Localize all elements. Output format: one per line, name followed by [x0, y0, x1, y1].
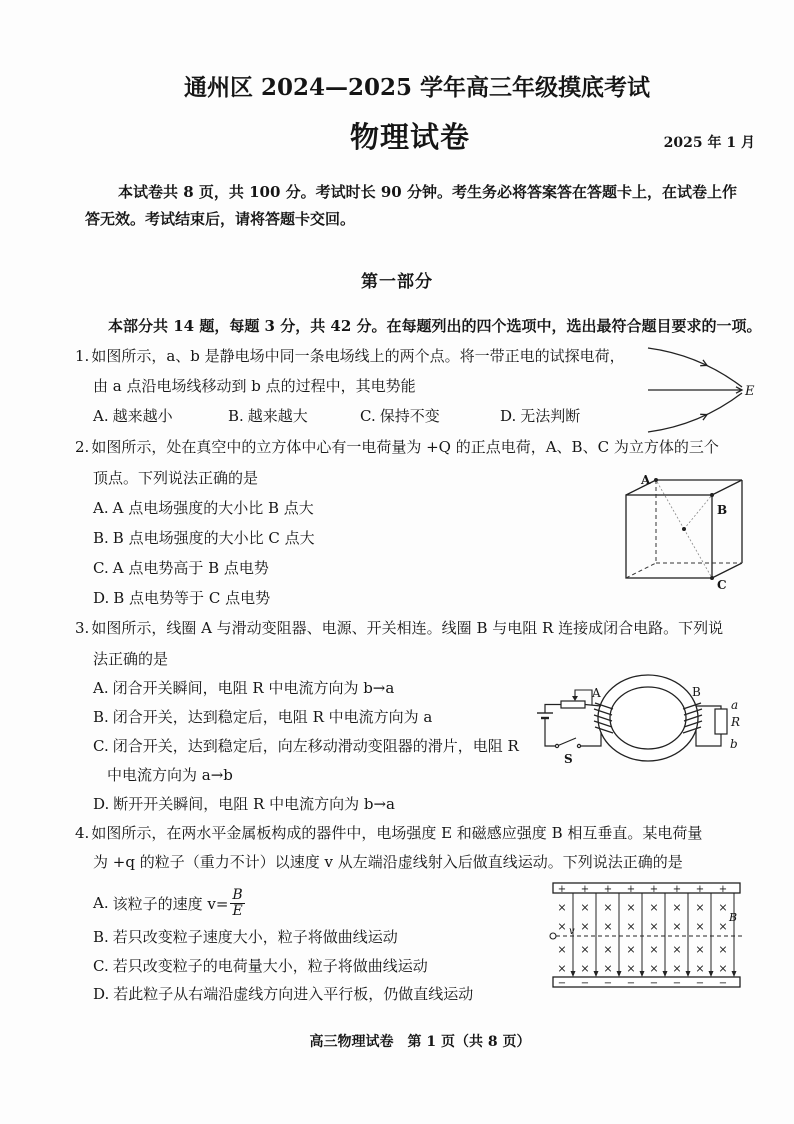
- question-number: 1.: [75, 347, 90, 365]
- center-charge: [682, 527, 686, 531]
- positive-charge-sign: +: [695, 884, 705, 895]
- magnetic-field-mark: ×: [557, 920, 567, 933]
- q1-option-c: [360, 406, 440, 426]
- q3-option-d: [93, 794, 395, 814]
- option-text: 闭合开关，达到稳定后，向左移动滑动变阻器的滑片，电阻 R: [112, 737, 519, 755]
- field-label-e: E: [745, 384, 755, 399]
- q2-option-c: [93, 558, 269, 578]
- terminal-b-label: b: [730, 737, 738, 751]
- vertex-c: [710, 576, 714, 580]
- stem-text: 如图所示，处在真空中的立方体中心有一电荷量为 +Q 的正点电荷，A、B、C 为立方体的三个: [91, 438, 719, 456]
- magnetic-field-mark: ×: [557, 901, 567, 914]
- stem-text: 如图所示，在两水平金属板构成的器件中，电场强度 E 和磁感应强度 B 相互垂直。某电荷量: [91, 824, 703, 842]
- magnetic-field-mark: ×: [603, 901, 613, 914]
- magnetic-field-mark: ×: [672, 943, 682, 956]
- magnetic-field-mark: ×: [603, 943, 613, 956]
- negative-charge-sign: −: [557, 978, 567, 989]
- arrowhead-icon: [709, 971, 714, 977]
- particle-entry-point: [550, 933, 556, 939]
- option-text: 若只改变粒子的电荷量大小，粒子将做曲线运动: [112, 957, 428, 975]
- q4-option-c: [93, 956, 428, 976]
- option-text: A 点电势高于 B 点电势: [112, 559, 269, 577]
- arrowhead-icon: [594, 971, 599, 977]
- q2-cube-figure: [615, 470, 755, 592]
- q1-option-d: [500, 406, 580, 426]
- arrowhead-icon: [732, 971, 737, 977]
- exam-date: 2025 年 1 月: [663, 135, 755, 151]
- vertex-label-c: C: [717, 578, 727, 592]
- q4-option-b: [93, 927, 398, 947]
- q2-option-a: [93, 498, 314, 518]
- question-number: 3.: [75, 619, 90, 637]
- field-line-top: [648, 348, 742, 387]
- option-text: 断开开关瞬间，电阻 R 中电流方向为 b→a: [113, 795, 395, 813]
- magnetic-field-mark: ×: [580, 962, 590, 975]
- terminal-a-label: a: [731, 698, 739, 712]
- magnetic-field-mark: ×: [672, 962, 682, 975]
- magnetic-field-mark: ×: [695, 920, 705, 933]
- stem-text: 如图所示，线圈 A 与滑动变阻器、电源、开关相连。线圈 B 与电阻 R 连接成闭合电路。下列说: [91, 619, 724, 637]
- q1-option-a: [93, 406, 173, 426]
- q1-stem-line-1: [75, 346, 625, 366]
- velocity-label: v: [569, 926, 575, 937]
- iron-ring-inner: [610, 687, 686, 749]
- negative-charge-sign: −: [603, 978, 613, 989]
- q4-velocity-selector-figure: [548, 880, 748, 990]
- instructions-line-1: 本试卷共 8 页，共 100 分。考试时长 90 分钟。考生务必将答案答在答题卡上，在试卷上作: [118, 183, 737, 201]
- option-label: D.: [93, 985, 110, 1003]
- fraction-numerator: B: [232, 886, 243, 903]
- magnetic-field-mark: ×: [649, 920, 659, 933]
- field-line-bottom: [648, 393, 742, 432]
- negative-charge-sign: −: [672, 978, 682, 989]
- option-label: B.: [93, 529, 109, 547]
- q1-electric-field-figure: [630, 340, 760, 435]
- q4-option-a: [93, 886, 245, 920]
- magnetic-field-mark: ×: [557, 943, 567, 956]
- option-text: 闭合开关，达到稳定后，电阻 R 中电流方向为 a: [112, 708, 433, 726]
- velocity-fraction: [230, 888, 244, 919]
- arrowhead-icon: [686, 971, 691, 977]
- option-label: B.: [228, 407, 244, 425]
- option-label: D.: [500, 407, 517, 425]
- option-text: B 点电场强度的大小比 C 点大: [112, 529, 315, 547]
- instructions-line-2: 答无效。考试结束后，请将答题卡交回。: [85, 210, 356, 228]
- vertex-a: [654, 478, 658, 482]
- q3-stem-line-2: 法正确的是: [93, 650, 169, 668]
- option-text: 保持不变: [379, 407, 440, 425]
- q4-stem-line-2: 为 +q 的粒子（重力不计）以速度 v 从左端沿虚线射入后做直线运动。下列说法正确的是: [93, 853, 683, 871]
- magnetic-field-mark: ×: [626, 962, 636, 975]
- q2-stem-line-2: 顶点。下列说法正确的是: [93, 469, 259, 487]
- arrowhead-icon: [640, 971, 645, 977]
- negative-charge-sign: −: [649, 978, 659, 989]
- option-text: A 点电场强度的大小比 B 点大: [112, 499, 314, 517]
- vertex-label-a: A: [641, 473, 651, 487]
- slider-arrow-icon: [572, 696, 578, 701]
- magnetic-field-mark: ×: [626, 901, 636, 914]
- magnetic-field-mark: ×: [718, 920, 728, 933]
- option-text: 若只改变粒子速度大小，粒子将做曲线运动: [112, 928, 398, 946]
- arrowhead-icon: [617, 971, 622, 977]
- magnetic-field-mark: ×: [649, 943, 659, 956]
- positive-charge-sign: +: [718, 884, 728, 895]
- option-label: D.: [93, 589, 110, 607]
- option-text: B 点电势等于 C 点电势: [113, 589, 271, 607]
- magnetic-field-mark: ×: [672, 920, 682, 933]
- q4-stem-line-1: [75, 823, 702, 843]
- option-text: 该粒子的速度 v=: [112, 894, 229, 913]
- arrowhead-icon: [571, 971, 576, 977]
- resistor-label: R: [731, 715, 741, 729]
- resistor-r: [715, 709, 727, 734]
- battery-symbol: [537, 713, 553, 718]
- option-label: C.: [93, 957, 109, 975]
- magnetic-field-mark: ×: [580, 943, 590, 956]
- option-label: A.: [93, 679, 109, 697]
- option-label: B.: [93, 708, 109, 726]
- vertex-b: [710, 493, 714, 497]
- coil-a-label: A: [592, 686, 601, 700]
- positive-charge-sign: +: [580, 884, 590, 895]
- q3-option-b: [93, 707, 432, 727]
- magnetic-field-mark: ×: [695, 962, 705, 975]
- option-label: B.: [93, 928, 109, 946]
- switch-symbol: [555, 738, 580, 748]
- negative-charge-sign: −: [718, 978, 728, 989]
- magnetic-field-mark: ×: [718, 901, 728, 914]
- q1-stem-line-2: 由 a 点沿电场线移动到 b 点的过程中，其电势能: [93, 377, 416, 395]
- magnetic-field-mark: ×: [695, 901, 705, 914]
- option-label: A.: [93, 499, 109, 517]
- vertex-label-b: B: [717, 503, 728, 517]
- magnetic-field-mark: ×: [718, 962, 728, 975]
- q3-option-c: [93, 736, 519, 756]
- q2-option-b: [93, 528, 315, 548]
- page-footer: [46, 1032, 794, 1052]
- stem-text: 如图所示，a、b 是静电场中同一条电场线上的两个点。将一带正电的试探电荷，: [91, 347, 625, 365]
- negative-charge-sign: −: [695, 978, 705, 989]
- section-title: 第一部分: [361, 272, 433, 292]
- q2-stem-line-1: [75, 437, 719, 457]
- option-text: 越来越大: [247, 407, 308, 425]
- q4-option-d: [93, 984, 473, 1004]
- q3-option-c-continued: 中电流方向为 a→b: [107, 766, 233, 784]
- option-text: 闭合开关瞬间，电阻 R 中电流方向为 b→a: [112, 679, 395, 697]
- magnetic-field-mark: ×: [580, 901, 590, 914]
- magnetic-field-mark: ×: [626, 943, 636, 956]
- rheostat: [561, 701, 585, 708]
- magnetic-field-mark: ×: [580, 920, 590, 933]
- fraction-denominator: E: [232, 902, 243, 919]
- magnetic-field-mark: ×: [557, 962, 567, 975]
- magnetic-field-mark: ×: [695, 943, 705, 956]
- footer-page-number: 第 1 页（共 8 页）: [407, 1034, 531, 1050]
- magnetic-field-mark: ×: [603, 962, 613, 975]
- q3-stem-line-1: [75, 618, 723, 638]
- option-label: D.: [93, 795, 110, 813]
- exam-title: 通州区 2024—2025 学年高三年级摸底考试: [183, 74, 651, 101]
- subject-title: 物理试卷: [349, 120, 470, 154]
- q3-circuit-figure: [535, 666, 750, 768]
- negative-charge-sign: −: [580, 978, 590, 989]
- option-label: A.: [93, 407, 109, 425]
- option-label: C.: [360, 407, 376, 425]
- negative-charge-sign: −: [626, 978, 636, 989]
- magnetic-field-label: B: [729, 911, 738, 924]
- magnetic-field-mark: ×: [718, 943, 728, 956]
- option-label: C.: [93, 737, 109, 755]
- section-description: 本部分共 14 题，每题 3 分，共 42 分。在每题列出的四个选项中，选出最符合题目要求的一项。: [108, 317, 762, 335]
- positive-charge-sign: +: [649, 884, 659, 895]
- magnetic-field-mark: ×: [672, 901, 682, 914]
- option-label: A.: [93, 894, 109, 912]
- magnetic-field-mark: ×: [649, 901, 659, 914]
- positive-charge-sign: +: [626, 884, 636, 895]
- question-number: 4.: [75, 824, 90, 842]
- option-text: 无法判断: [520, 407, 581, 425]
- coil-b-label: B: [692, 685, 701, 699]
- magnetic-field-mark: ×: [649, 962, 659, 975]
- positive-charge-sign: +: [603, 884, 613, 895]
- q2-option-d: [93, 588, 270, 608]
- option-text: 越来越小: [112, 407, 173, 425]
- arrowhead-icon: [663, 971, 668, 977]
- positive-charge-sign: +: [672, 884, 682, 895]
- option-text: 若此粒子从右端沿虚线方向进入平行板，仍做直线运动: [113, 985, 474, 1003]
- footer-title: 高三物理试卷: [309, 1034, 394, 1050]
- option-label: C.: [93, 559, 109, 577]
- switch-label: S: [564, 752, 573, 766]
- q3-option-a: [93, 678, 394, 698]
- question-number: 2.: [75, 438, 90, 456]
- magnetic-field-mark: ×: [603, 920, 613, 933]
- positive-charge-sign: +: [557, 884, 567, 895]
- q1-option-b: [228, 406, 308, 426]
- magnetic-field-mark: ×: [626, 920, 636, 933]
